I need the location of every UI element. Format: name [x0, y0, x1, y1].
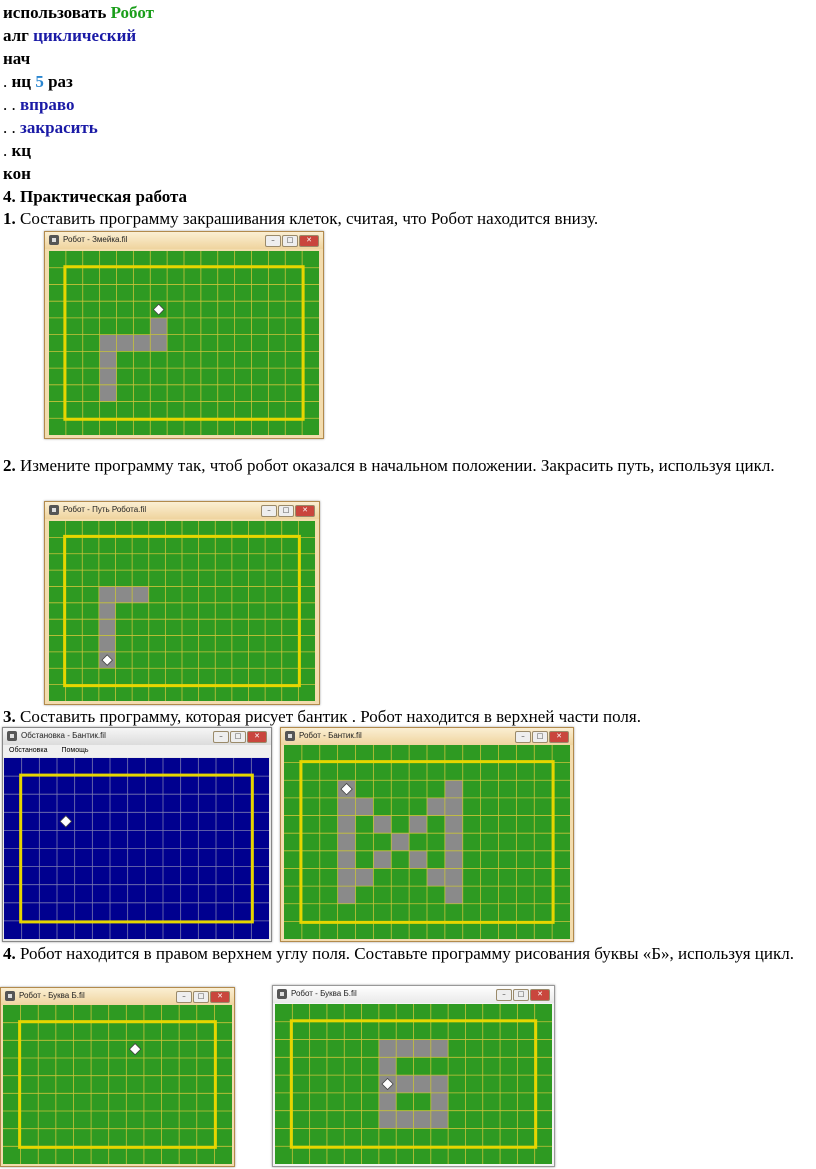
painted-cell: [396, 1040, 413, 1058]
code-line-begin: нач: [3, 49, 31, 68]
code-line-end: кон: [3, 164, 31, 183]
maximize-button[interactable]: □: [282, 235, 298, 247]
painted-cell: [100, 335, 117, 352]
field-grid: [49, 251, 319, 435]
painted-cell: [414, 1075, 431, 1093]
painted-cell: [338, 798, 356, 816]
menu-bar: [3, 745, 271, 757]
painted-cell: [445, 780, 463, 798]
painted-cell: [391, 833, 409, 851]
painted-cell: [373, 851, 391, 869]
app-icon: [49, 505, 59, 515]
code-line-use: использовать Робот: [3, 3, 154, 22]
window-title: Робот - Змейка.fil: [63, 235, 128, 244]
title-bar[interactable]: [281, 728, 573, 745]
robot-field[interactable]: [3, 1005, 232, 1164]
painted-cell: [132, 586, 149, 602]
field-grid: [275, 1004, 552, 1164]
painted-cell: [396, 1075, 413, 1093]
painted-cell: [445, 851, 463, 869]
close-button[interactable]: ✕: [295, 505, 315, 517]
painted-cell: [445, 798, 463, 816]
task-3-text: 3. Составить программу, которая рисует бантик . Робот находится в верхней части поля.: [3, 707, 641, 726]
maximize-button[interactable]: □: [532, 731, 548, 743]
field-grid: [3, 1005, 232, 1164]
field-grid: [284, 745, 570, 939]
app-icon: [277, 989, 287, 999]
field-background: [3, 1005, 232, 1164]
close-button[interactable]: ✕: [549, 731, 569, 743]
app-icon: [7, 731, 17, 741]
painted-cell: [379, 1040, 396, 1058]
maximize-button[interactable]: □: [230, 731, 246, 743]
painted-cell: [150, 335, 167, 352]
minimize-button[interactable]: –: [265, 235, 281, 247]
field-grid: [4, 758, 269, 939]
maximize-button[interactable]: □: [193, 991, 209, 1003]
painted-cell: [445, 868, 463, 886]
painted-cell: [373, 816, 391, 834]
painted-cell: [396, 1111, 413, 1129]
painted-cell: [431, 1075, 448, 1093]
painted-cell: [379, 1111, 396, 1129]
app-icon: [285, 731, 295, 741]
painted-cell: [150, 318, 167, 335]
close-button[interactable]: ✕: [530, 989, 550, 1001]
minimize-button[interactable]: –: [176, 991, 192, 1003]
painted-cell: [99, 586, 116, 602]
painted-cell: [379, 1057, 396, 1075]
robot-window-bow: [280, 727, 574, 942]
code-line-right: . . вправо: [3, 95, 75, 114]
minimize-button[interactable]: –: [496, 989, 512, 1001]
painted-cell: [133, 335, 150, 352]
painted-cell: [338, 851, 356, 869]
app-icon: [5, 991, 15, 1001]
minimize-button[interactable]: –: [213, 731, 229, 743]
painted-cell: [338, 833, 356, 851]
painted-cell: [431, 1093, 448, 1111]
painted-cell: [99, 636, 116, 652]
app-icon: [49, 235, 59, 245]
window-title: Робот - Бантик.fil: [299, 731, 362, 740]
minimize-button[interactable]: –: [261, 505, 277, 517]
window-title: Робот - Буква Б.fil: [19, 991, 85, 1000]
painted-cell: [409, 816, 427, 834]
field-grid: [49, 521, 315, 701]
painted-cell: [338, 886, 356, 904]
task-1-text: 1. Составить программу закрашивания клеток, считая, что Робот находится внизу.: [3, 209, 599, 228]
section-title: 4. Практическая работа: [3, 187, 188, 206]
task-4-text: 4. Робот находится в правом верхнем углу поля. Составьте программу рисования буквы «Б», используя цикл.: [3, 944, 794, 963]
painted-cell: [100, 368, 117, 385]
close-button[interactable]: ✕: [299, 235, 319, 247]
menu-help[interactable]: Помощь: [61, 747, 89, 754]
robot-window-letter-result: [272, 985, 555, 1167]
close-button[interactable]: ✕: [247, 731, 267, 743]
painted-cell: [431, 1040, 448, 1058]
task-2-text: 2. Измените программу так, чтоб робот оказался в начальном положении. Закрасить путь, используя цикл.: [3, 456, 775, 475]
maximize-button[interactable]: □: [513, 989, 529, 1001]
window-title: Робот - Путь Робота.fil: [63, 505, 147, 514]
painted-cell: [338, 816, 356, 834]
painted-cell: [99, 619, 116, 635]
painted-cell: [379, 1093, 396, 1111]
menu-setup[interactable]: Обстановка: [9, 747, 48, 754]
painted-cell: [445, 833, 463, 851]
robot-field[interactable]: [49, 521, 315, 701]
title-bar[interactable]: [3, 728, 271, 745]
maximize-button[interactable]: □: [278, 505, 294, 517]
painted-cell: [431, 1111, 448, 1129]
painted-cell: [338, 868, 356, 886]
painted-cell: [409, 851, 427, 869]
minimize-button[interactable]: –: [515, 731, 531, 743]
setup-window-bow: [2, 727, 272, 942]
robot-window-snake: [44, 231, 324, 439]
painted-cell: [100, 385, 117, 402]
painted-cell: [414, 1040, 431, 1058]
painted-cell: [427, 798, 445, 816]
painted-cell: [445, 816, 463, 834]
close-button[interactable]: ✕: [210, 991, 230, 1003]
window-title: Робот - Буква Б.fil: [291, 989, 357, 998]
painted-cell: [117, 335, 134, 352]
title-bar[interactable]: [273, 986, 554, 1003]
window-title: Обстановка - Бантик.fil: [21, 731, 106, 740]
painted-cell: [414, 1111, 431, 1129]
painted-cell: [116, 586, 133, 602]
title-bar[interactable]: [45, 232, 323, 249]
robot-field[interactable]: [275, 1004, 552, 1164]
robot-field[interactable]: [284, 745, 570, 939]
painted-cell: [356, 798, 374, 816]
code-line-loop: . нц 5 раз: [3, 72, 73, 91]
robot-field[interactable]: [49, 251, 319, 435]
painted-cell: [356, 868, 374, 886]
code-line-alg: алг циклический: [3, 26, 137, 45]
painted-cell: [100, 351, 117, 368]
code-line-paint: . . закрасить: [3, 118, 98, 137]
robot-window-letter-start: [0, 987, 235, 1167]
title-bar[interactable]: [45, 502, 319, 519]
title-bar[interactable]: [1, 988, 234, 1005]
setup-field[interactable]: [4, 758, 269, 939]
painted-cell: [445, 886, 463, 904]
painted-cell: [99, 603, 116, 619]
painted-cell: [427, 868, 445, 886]
code-line-endloop: . кц: [3, 141, 32, 160]
robot-window-path: [44, 501, 320, 705]
